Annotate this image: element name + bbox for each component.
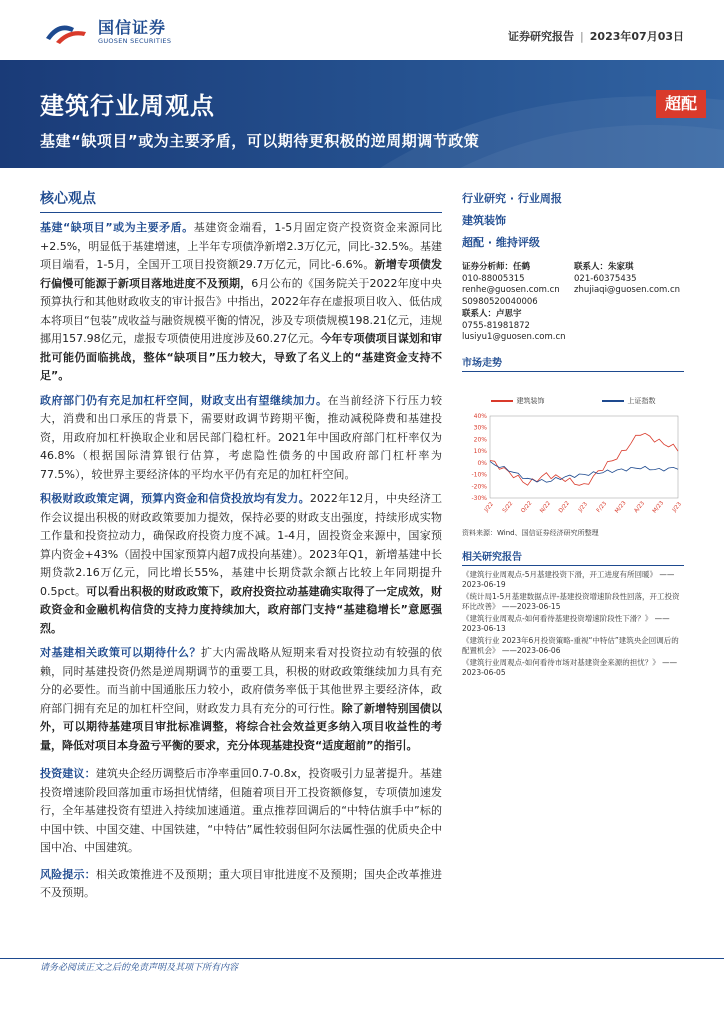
- related-report[interactable]: 《建筑行业周观点-如何看待市场对基建资金来源的担忧？》 ——2023-06-05: [462, 657, 678, 677]
- paragraph-4: 对基建相关政策可以期待什么？扩大内需战略从短期来看对投资拉动有较强的依赖，同时基建投资仍然是逆周期调节的重要工具，积极的财政政策继续加力具有充分的必要性。而当前中国通胀压力较小，政府债务率低于其他世界主要经济体，政府部门拥有充足的加杠杆空间，财政发力具有充分的可行性。除了新增特别国债以外，可以期待基建项目审批标准调整，将综合社会效益更多纳入项目收益性的考量，降低对项目本身盈亏平衡的要求，充分体现基建投资“适度超前”的指引。: [40, 646, 443, 752]
- footer-disclaimer: 请务必阅读正文之后的免责声明及其项下所有内容: [40, 963, 239, 973]
- y-tick-label: 10%: [473, 447, 487, 455]
- legend-shanghai: 上证指数: [602, 396, 656, 406]
- x-tick-label: J/23: [577, 500, 589, 513]
- x-tick-label: F/23: [595, 500, 609, 514]
- page-header: [0, 0, 724, 60]
- x-tick-label: D/22: [557, 499, 571, 514]
- x-tick-label: M/23: [651, 499, 666, 514]
- chart-legend: [462, 396, 684, 406]
- core-views-heading: 核心观点: [40, 188, 442, 213]
- related-report[interactable]: 《建筑行业 2023年6月投资策略-重视“中特估”建筑央企回调后的配置机会》 ——2023-06-06: [462, 635, 679, 655]
- x-tick-label: M/23: [614, 499, 628, 514]
- legend-construction: 建筑装饰: [491, 396, 545, 406]
- series-line-shanghai: [490, 461, 678, 482]
- paragraph-1: 基建“缺项目”或为主要矛盾。基建资金端看，1-5月固定资产投资资金来源同比+2.5%，明显低于基建增速，上半年专项债净新增2.3万亿元，同比-32.5%。基建项目端看，1-5月，全国开工项目投资额29.7万亿元，同比-6.6%。新增专项债发行偏慢可能源于新项目落地进度不及预期，6月公布的《国务院关于2022年度中央预算执行和其他财政收支的审计报告》中指出，2022年存在虚报项目收入、低估成本将项目“包装”成收益与融资规模平衡的情况，涉及专项债规模198.21亿元，违规挪用157.98亿元，虚报专项债使用进度涉及60.27亿元。今年专项债项目谋划和审批可能仍面临挑战，整体“缺项目”压力较大，导致了名义上的“基建资金支持不足”。: [40, 221, 443, 382]
- industry-rating: 超配 · 维持评级: [462, 236, 540, 249]
- y-tick-label: 40%: [473, 412, 487, 420]
- analyst-3: 联系人：卢思宇 0755-81981872 lusiyu1@guosen.com.cn: [462, 309, 566, 342]
- analyst-list: [462, 262, 684, 344]
- report-subtitle: 基建“缺项目”或为主要矛盾，可以期待更积极的逆周期调节政策: [40, 132, 480, 150]
- investment-advice: 投资建议：建筑央企经历调整后市净率重回0.7-0.8x，投资吸引力显著提升。基建投资增速阶段回落加重市场担忧情绪，但随着项目开工投资额修复，专项债加速发行，全年基建投资有望进入持续加速通道。重点推荐回调后的“中特估旗手中”标的中国中铁、中国交建、中国铁建，“中特估”属性较弱但阿尔法属性强的优质央企中国中冶、中国建筑。: [40, 767, 443, 854]
- company-logo: [44, 18, 171, 46]
- related-report[interactable]: 《建筑行业周观点-5月基建投资下滑，开工进度有所回暖》 ——2023-06-19: [462, 569, 675, 589]
- footer-divider: [0, 958, 724, 959]
- risk-warning: 风险提示：相关政策推进不及预期；重大项目审批进度不及预期；国央企改革推进不及预期。: [40, 867, 442, 899]
- related-reports: [462, 570, 684, 679]
- y-tick-label: -20%: [471, 482, 487, 490]
- y-tick-label: -10%: [471, 471, 487, 479]
- x-tick-label: N/22: [539, 499, 553, 514]
- y-tick-label: -30%: [471, 494, 487, 502]
- x-tick-label: J/23: [671, 500, 683, 513]
- report-meta: 证券研究报告 | 2023年07月03日: [508, 30, 684, 43]
- market-trend-chart: [462, 410, 684, 520]
- y-tick-label: 30%: [473, 424, 487, 432]
- guosen-logo-icon: [44, 18, 92, 46]
- y-tick-label: 0%: [477, 459, 487, 467]
- series-line-construction: [490, 433, 678, 485]
- analyst-2: 联系人：朱家琪 021-60375435 zhujiaqi@guosen.com.cn: [574, 262, 681, 295]
- report-type: 证券研究报告: [508, 30, 575, 43]
- logo-cn: 国信证券: [98, 17, 167, 37]
- paragraph-2: 政府部门仍有充足加杠杆空间，财政支出有望继续加力。在当前经济下行压力较大，消费和出口承压的背景下，需要财政调节跨期平衡，推动减税降费和基建投资，用政府加杠杆换取企业和居民部门稳杠杆。2021年中国政府部门杠杆率仅为46.8%（根据国际清算银行估算，考虑隐性债务的中国政府部门杠杆率为77.5%），较世界主要经济体的平均水平仍有充足的加杠杆空间。: [40, 393, 442, 481]
- report-title: 建筑行业周观点: [40, 92, 215, 120]
- report-date: 2023年07月03日: [589, 30, 684, 43]
- analyst-1: 证券分析师：任鹤 010-88005315 renhe@guosen.com.cn S0980520040006: [462, 262, 560, 307]
- chart-source: 资料来源：Wind、国信证券经济研究所整理: [462, 528, 599, 537]
- logo-en: GUOSEN SECURITIES: [98, 36, 172, 45]
- y-tick-label: 20%: [473, 435, 487, 443]
- x-tick-label: J/22: [483, 500, 495, 513]
- title-banner: [0, 60, 724, 168]
- sidebar: [462, 188, 684, 680]
- rating-badge: 超配: [656, 90, 706, 118]
- industry-name: 建筑装饰: [462, 214, 506, 227]
- chart-plot-area: [490, 416, 678, 498]
- x-tick-label: O/22: [520, 499, 534, 514]
- related-report[interactable]: 《统计局1-5月基建数据点评-基建投资增速阶段性回落，开工投资环比改善》 ——2023-06-15: [462, 591, 680, 611]
- core-views: [40, 188, 442, 903]
- x-tick-label: A/23: [633, 500, 646, 514]
- report-category: 行业研究 · 行业周报: [462, 192, 562, 205]
- market-trend-heading: 市场走势: [462, 354, 684, 372]
- related-report[interactable]: 《建筑行业周观点-如何看待基建投资增速阶段性下滑？》 ——2023-06-13: [462, 613, 670, 633]
- related-reports-heading: 相关研究报告: [462, 548, 684, 566]
- paragraph-3: 积极财政政策定调，预算内资金和信贷投放均有发力。2022年12月，中央经济工作会议提出积极的财政政策要加力提效，保持必要的财政支出强度，持续形成实物工作量和投资拉动力，确保政府投资力度不减。1-4月，固投资金来源中，国家预算内资金+43%（固投中国家预算内超7成投向基建）。2023年Q1，新增基建中长期贷款2.16万亿元，同比增长55%，基建中长期贷款余额占比较上年同期提升0.5pct。可以看出积极的财政政策下，政府投资拉动基建确实取得了一定成效，财政资金和金融机构信贷的支持力度持续加大，政府部门支持“基建稳增长”意愿强烈。: [40, 492, 443, 635]
- x-tick-label: S/22: [501, 500, 515, 514]
